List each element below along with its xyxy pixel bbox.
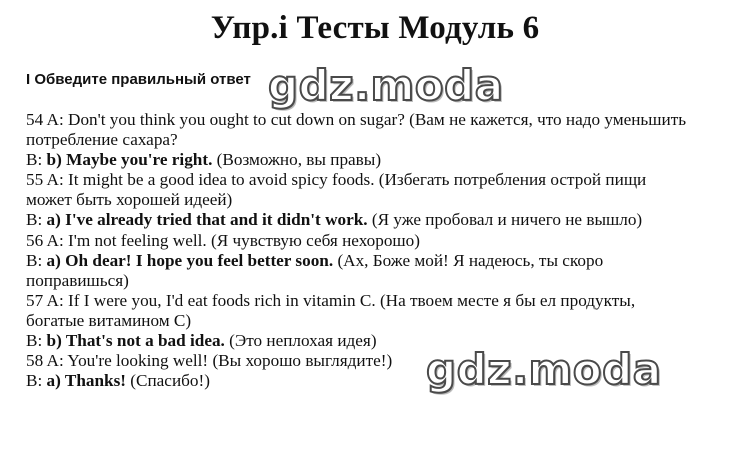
instruction-text: I Обведите правильный ответ <box>26 71 251 88</box>
watermark-top: gdz.moda <box>268 61 504 110</box>
answer-54-prefix: B: <box>26 150 47 170</box>
answer-56-choice: a) Oh dear! I hope you feel better soon. <box>46 250 334 270</box>
answer-55 <box>26 210 726 230</box>
question-55-prefix: 55 A: <box>26 170 69 190</box>
question-57-prefix: 57 A: <box>26 290 69 310</box>
watermark-bottom: gdz.moda <box>426 345 662 394</box>
question-54-line-2: потребление сахара? <box>26 130 178 150</box>
question-55-line-2: может быть хорошей идеей) <box>26 190 233 210</box>
answer-54-choice: b) Maybe you're right. <box>46 150 213 170</box>
answer-58-prefix: B: <box>26 371 47 391</box>
question-56-line-1 <box>26 231 726 251</box>
question-54-line-1 <box>26 110 726 130</box>
answer-57-prefix: B: <box>26 331 47 351</box>
answer-56-line-2: поправишься) <box>26 270 129 290</box>
answer-56-prefix: B: <box>26 250 47 270</box>
question-56-prefix: 56 A: <box>26 230 69 250</box>
question-57-line-2: богатые витамином С) <box>26 310 192 330</box>
answer-54 <box>26 150 726 170</box>
answer-58-choice: a) Thanks! <box>46 371 126 391</box>
answer-56 <box>26 251 726 271</box>
question-54-text: Don't you think you ought to cut down on sugar? (Вам не кажется, что надо уменьшить <box>68 110 687 129</box>
question-56-text: I'm not feeling well. (Я чувствую себя нехорошо) <box>68 230 420 250</box>
answer-56-translation: (Ах, Боже мой! Я надеюсь, ты скоро <box>333 250 604 270</box>
answer-57-translation: (Это неплохая идея) <box>224 331 377 351</box>
answer-58-translation: (Спасибо!) <box>126 371 210 391</box>
question-58-text: You're looking well! (Вы хорошо выглядите!) <box>67 351 393 371</box>
question-55-line-1 <box>26 170 726 190</box>
answer-54-translation: (Возможно, вы правы) <box>212 150 382 170</box>
question-55-text: It might be a good idea to avoid spicy foods. (Избегать потребления острой пищи <box>68 170 647 190</box>
question-58-prefix: 58 A: <box>26 351 68 371</box>
question-57-line-1 <box>26 291 726 311</box>
question-57-text: If I were you, I'd eat foods rich in vitamin C. (На твоем месте я бы ел продукты, <box>68 290 636 310</box>
answer-55-translation: (Я уже пробовал и ничего не вышло) <box>367 210 643 230</box>
answer-55-choice: a) I've already tried that and it didn't work. <box>46 210 368 230</box>
page-title: Упр.i Тесты Модуль 6 <box>210 10 540 46</box>
question-54-prefix: 54 A: <box>26 110 69 129</box>
answer-55-prefix: B: <box>26 210 47 230</box>
answer-57-choice: b) That's not a bad idea. <box>46 331 225 351</box>
